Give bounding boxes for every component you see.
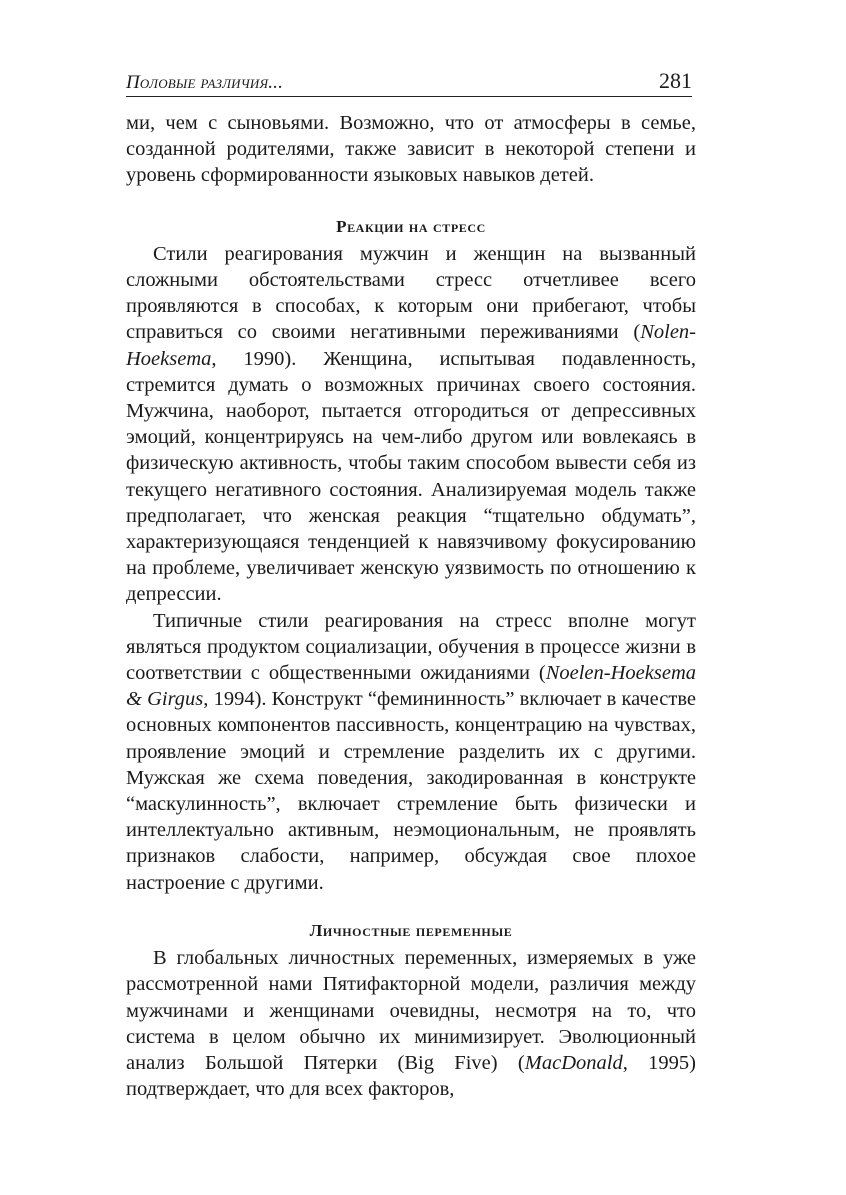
paragraph-text: Типичные стили реагирования на стресс вполне могут являться продуктом социализации, обучения в процессе жизни в соответствии с общественными ожиданиями ( bbox=[126, 609, 696, 685]
paragraph-text: , 1994). Конструкт “фемининность” включает в качестве основных компонентов пассивность, концентрацию на чувствах, проявление эмоций и стремление разделить их с другими. Мужская же схема поведения, закодированная в конструкте “маскулинность”, включает стремление быть физически и интеллектуально активным, неэмоциональным, не проявлять признаков слабости, например, обсуждая свое плохое настроение с другими. bbox=[126, 688, 697, 894]
paragraph-text: Стили реагирования мужчин и женщин на вызванный сложными обстоятельствами стресс отчетливее всего проявляются в способах, к которым они прибегают, чтобы справиться со своими негативными переживаниями ( bbox=[126, 242, 696, 344]
page-number: 281 bbox=[659, 68, 692, 93]
paragraph-socialization bbox=[126, 608, 696, 896]
citation-author: MacDonald bbox=[524, 1051, 623, 1074]
paragraph-text: В глобальных личностных переменных, измеряемых в уже рассмотренной нами Пятифакторной модели, различия между мужчинами и женщинами очевидны, несмотря на то, что система в целом обычно их минимизирует. Эволюционный анализ Большой Пятерки (Big Five) ( bbox=[126, 947, 696, 1074]
paragraph-stress-styles bbox=[126, 241, 696, 608]
running-header bbox=[126, 66, 692, 97]
paragraph-text: ми, чем с сыновьями. Возможно, что от атмосферы в семье, созданной родителями, также зависит в некоторой степени и уровень сформированности языковых навыков детей. bbox=[126, 112, 696, 187]
section-heading-stress-reactions: Реакции на стресс bbox=[336, 216, 486, 236]
paragraph-big-five bbox=[126, 945, 696, 1102]
paragraph-continuation bbox=[126, 110, 696, 189]
citation-author: Noelen-Hoeksema & Girgus bbox=[126, 662, 696, 711]
citation-author: Nolen-Hoeksema bbox=[126, 321, 696, 370]
section-heading-personality-variables: Личностные переменные bbox=[309, 920, 513, 940]
running-title: Половые различия... bbox=[126, 72, 284, 93]
page-body bbox=[126, 110, 696, 1102]
paragraph-text: , 1990). Женщина, испытывая подавленность, стремится думать о возможных причинах своего состояния. Мужчина, наоборот, пытается отгородиться от депрессивных эмоций, концентрируясь на чем-либо другом или вовлекаясь в физическую активность, чтобы таким способом вывести себя из текущего негативного состояния. Анализируемая модель также предполагает, что женская реакция “тщательно обдумать”, характеризующаяся тенденцией к навязчивому фокусированию на проблеме, увеличивает женскую уязвимость по отношению к депрессии. bbox=[126, 347, 696, 606]
paragraph-text: , 1995) подтверждает, что для всех факторов, bbox=[126, 1051, 697, 1101]
